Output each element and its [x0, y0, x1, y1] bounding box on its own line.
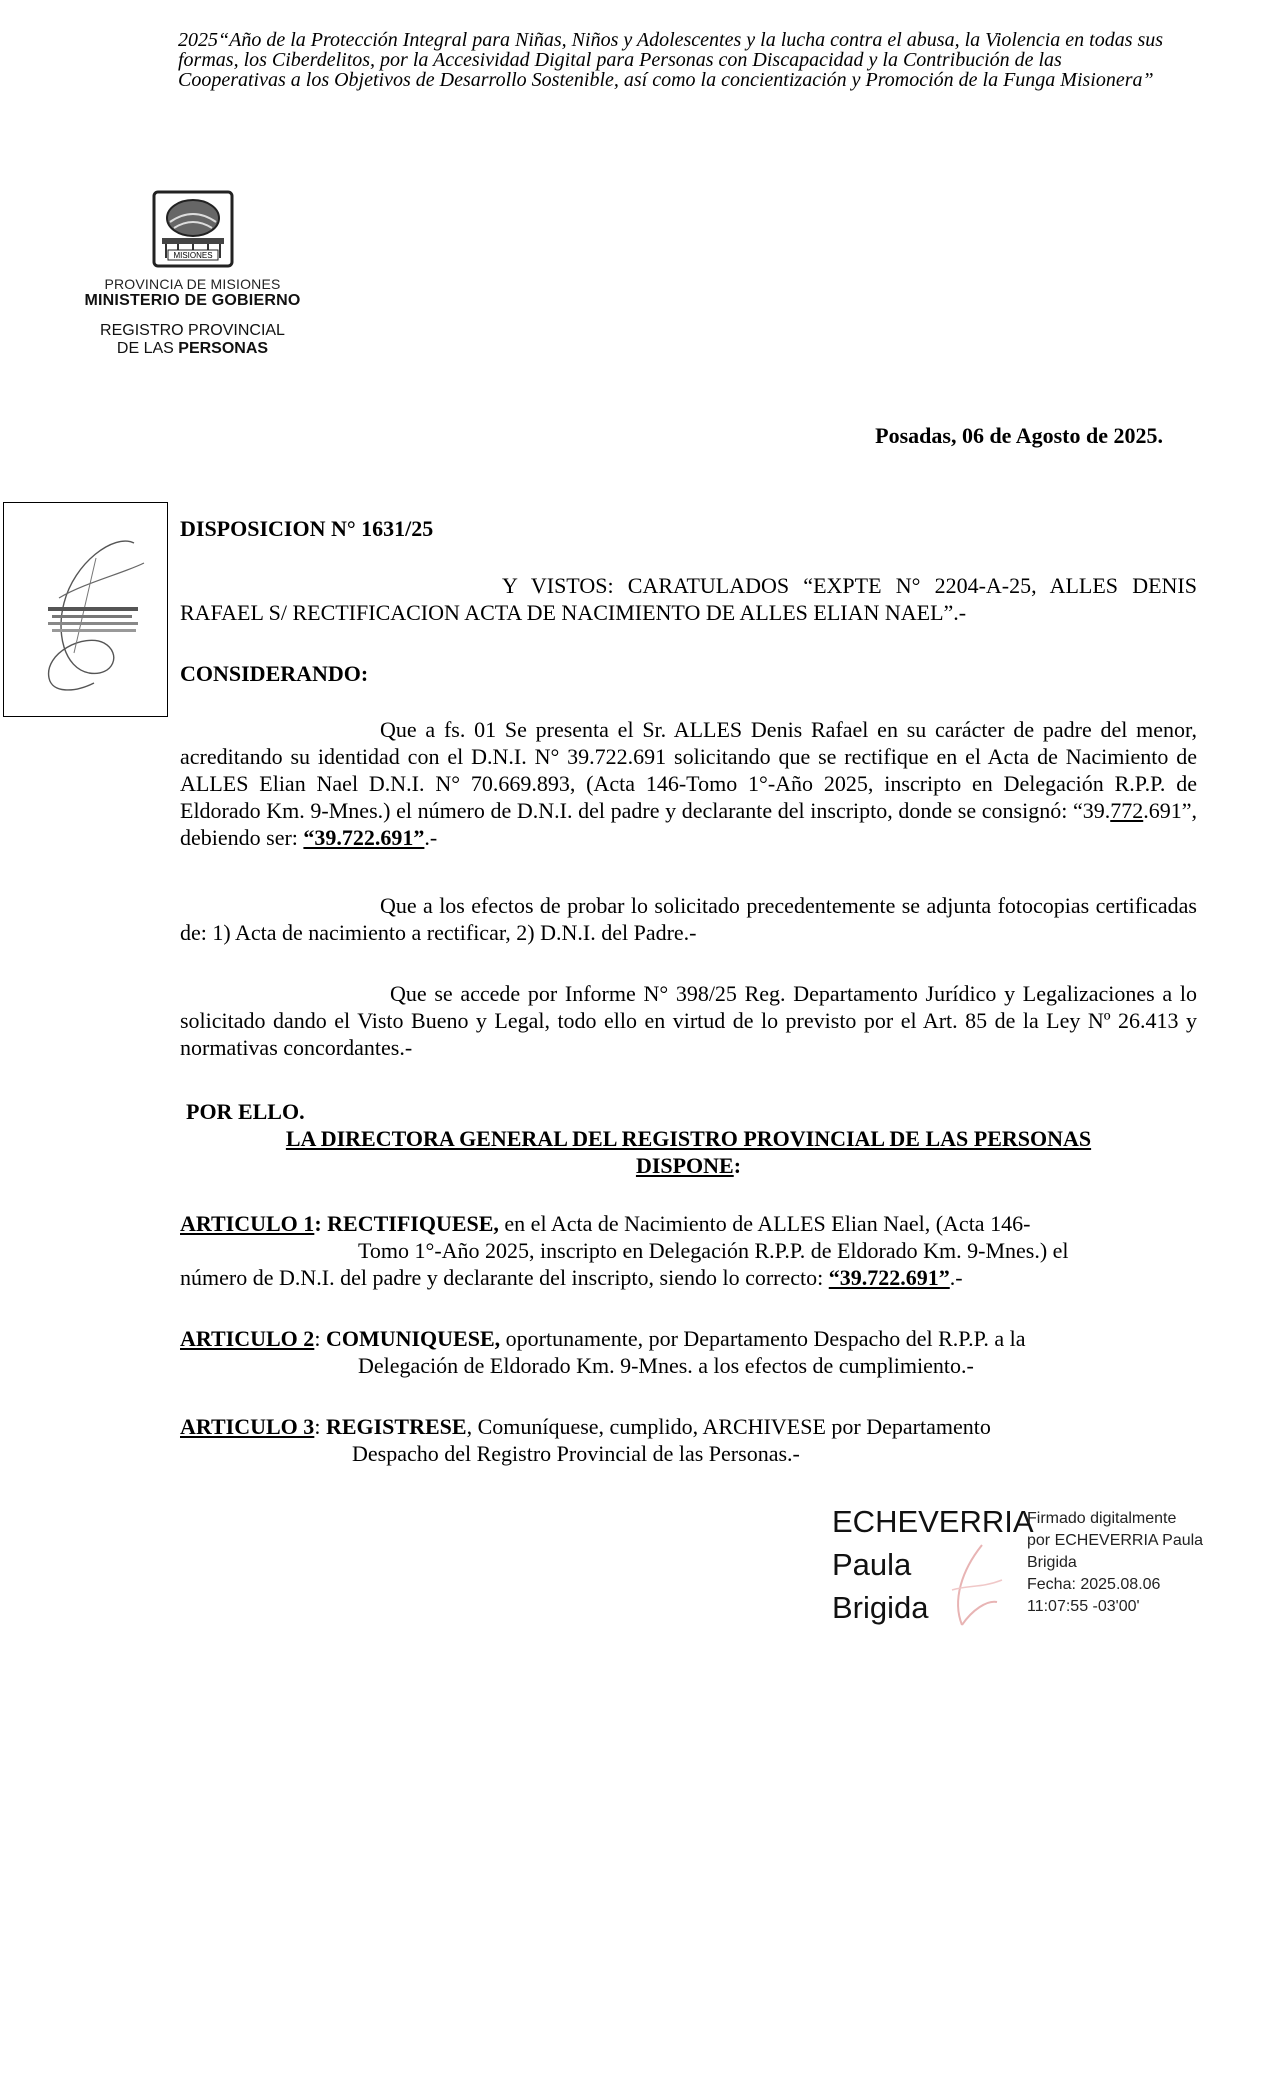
articulo-3-colon: : — [314, 1414, 326, 1439]
para3-text: Que se accede por Informe N° 398/25 Reg. Departamento Jurídico y Legalizaciones a lo solicitado dando el Visto Bueno y Legal, todo ello en virtud de lo previsto por el Art. 85 de la Ley Nº 26.413 y normativas concordantes.- — [180, 981, 1197, 1060]
province-name: PROVINCIA DE MISIONES — [104, 276, 281, 292]
handwritten-signature-icon — [4, 503, 166, 715]
articulo-1-line-1: en el Acta de Nacimiento de ALLES Elian Nael, (Acta 146- — [498, 1211, 1031, 1236]
articulo-3 — [180, 1413, 1197, 1467]
articulo-2-verb: COMUNIQUESE, — [325, 1326, 501, 1351]
para1-correct-dni: “39.722.691” — [303, 825, 425, 850]
registry-line-1: REGISTRO PROVINCIAL — [100, 322, 285, 339]
articulo-2-line-2: Delegación de Eldorado Km. 9-Mnes. a los efectos de cumplimiento.- — [358, 1353, 974, 1378]
articulo-2-line-1: oportunamente, por Departamento Despacho del R.P.P. a la — [500, 1326, 1026, 1351]
signature-detail-5: 11:07:55 -03'00' — [1027, 1598, 1140, 1615]
articulo-1-end: .- — [949, 1265, 963, 1290]
para1-text: Que a fs. 01 Se presenta el Sr. ALLES Denis Rafael en su carácter de padre del menor, acreditando su identidad con el D.N.I. N° 39.722.691 solicitando que se rectifique en el Acta de Nacimiento de ALLES Elian Nael D.N.I. N° 70.669.893, (Acta 146-Tomo 1°-Año 2025, inscripto en Delegación R.P.P. de Eldorado Km. 9-Mnes.) el número de D.N.I. del padre y declarante del inscripto, donde se consignó: “39. — [180, 717, 1197, 823]
articulo-3-line-2: Despacho del Registro Provincial de las Personas.- — [352, 1441, 800, 1466]
crest-text: MISIONES — [172, 251, 213, 260]
registry-line-2 — [70, 340, 315, 358]
articulo-2-colon: : — [314, 1326, 326, 1351]
articulo-1 — [180, 1210, 1197, 1291]
signature-detail-1: Firmado digitalmente — [1027, 1510, 1177, 1527]
para1-wrong-digits: 772 — [1110, 798, 1144, 823]
considerando-paragraph-2 — [180, 892, 1197, 946]
para1-text-mid: .691”, debiendo ser: — [180, 798, 1197, 850]
articulo-3-verb: REGISTRESE — [325, 1414, 467, 1439]
signature-detail-3: Brigida — [1027, 1554, 1077, 1571]
considerando-paragraph-3 — [180, 980, 1197, 1061]
dispone-heading — [180, 1152, 1197, 1179]
signature-details — [1027, 1508, 1203, 1618]
articulo-1-line-3: número de D.N.I. del padre y declarante del inscripto, siendo lo correcto: — [180, 1265, 829, 1290]
ministry-logo-block — [70, 188, 315, 358]
registry-line-2-b: PERSONAS — [178, 340, 269, 357]
articulo-3-label: ARTICULO 3 — [180, 1414, 315, 1439]
signature-detail-4: Fecha: 2025.08.06 — [1027, 1576, 1161, 1593]
vistos-text: Y VISTOS: CARATULADOS “EXPTE N° 2204-A-25, ALLES DENIS RAFAEL S/ RECTIFICACION ACTA DE NACIMIENTO DE ALLES ELIAN NAEL”.- — [180, 573, 1197, 625]
articulo-3-line-1: , Comuníquese, cumplido, ARCHIVESE por Departamento — [466, 1414, 991, 1439]
disposicion-number: DISPOSICION N° 1631/25 — [180, 516, 434, 541]
articulo-2-label: ARTICULO 2 — [180, 1326, 315, 1351]
articulo-2 — [180, 1325, 1197, 1379]
directora-heading: LA DIRECTORA GENERAL DEL REGISTRO PROVINCIAL DE LAS PERSONAS — [285, 1126, 1092, 1151]
articulo-1-line-2: Tomo 1°-Año 2025, inscripto en Delegación R.P.P. de Eldorado Km. 9-Mnes.) el — [358, 1238, 1069, 1263]
considerando-title: CONSIDERANDO: — [180, 661, 369, 686]
articulo-1-correct-dni: “39.722.691” — [828, 1265, 950, 1290]
signature-detail-2: por ECHEVERRIA Paula — [1027, 1532, 1204, 1549]
considerando-paragraph-1 — [180, 716, 1197, 851]
signer-name — [832, 1500, 1034, 1629]
province-crest-icon — [148, 188, 238, 270]
dispone-colon: : — [733, 1153, 742, 1178]
signature-stamp-box — [3, 502, 168, 717]
signer-name-3: Brigida — [832, 1590, 929, 1625]
registry-line-2-a: DE LAS — [116, 340, 174, 357]
header-motto: 2025“Año de la Protección Integral para Niñas, Niños y Adolescentes y la lucha contra el abusa, la Violencia en todas sus formas, los Ciberdelitos, por la Accesividad Digital para Personas con Discapacidad y la Contribución de las Cooperativas a los Objetivos de Desarrollo Sostenible, así como la concientización y Promoción de la Funga Misionera” — [178, 29, 1164, 91]
para2-text: Que a los efectos de probar lo solicitado precedentemente se adjunta fotocopias certificadas de: 1) Acta de nacimiento a rectificar, 2) D.N.I. del Padre.- — [180, 893, 1197, 945]
digital-signature — [832, 1500, 1232, 1650]
articulo-1-colon: : — [314, 1211, 328, 1236]
articulo-1-label: ARTICULO 1 — [180, 1211, 315, 1236]
signer-name-2: Paula — [832, 1547, 912, 1582]
document-date: Posadas, 06 de Agosto de 2025. — [875, 423, 1163, 448]
signer-name-1: ECHEVERRIA — [832, 1504, 1034, 1539]
dispone-word: DISPONE — [635, 1153, 734, 1178]
articulo-1-verb: RECTIFIQUESE, — [327, 1211, 499, 1236]
vistos-paragraph — [180, 572, 1197, 626]
por-ello: POR ELLO. — [186, 1099, 305, 1124]
ministry-name: MINISTERIO DE GOBIERNO — [84, 292, 301, 309]
para1-end: .- — [424, 825, 438, 850]
